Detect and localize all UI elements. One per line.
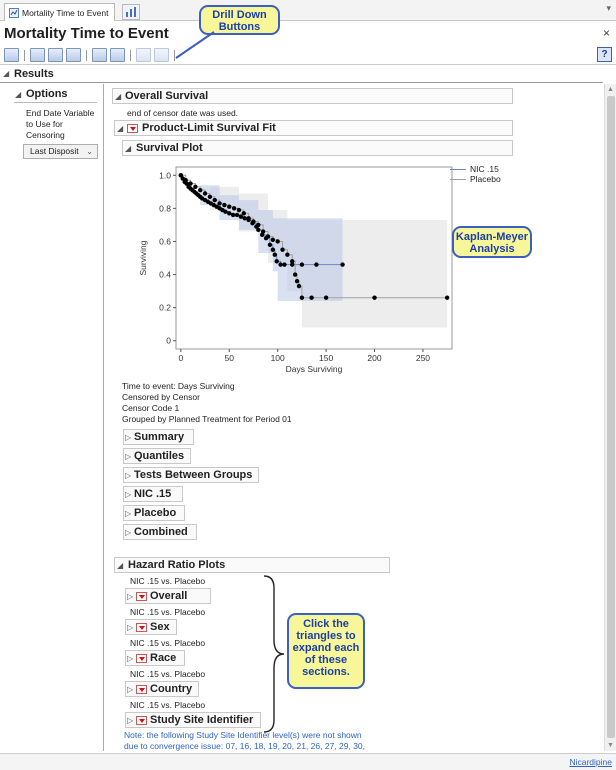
triangles-callout: Click the triangles to expand each of these sections.: [287, 613, 365, 689]
censor-point-nic: [282, 262, 286, 266]
x-tick-label: 100: [270, 353, 285, 363]
time-to-event-text: Time to event: Days Surviving: [122, 381, 235, 391]
red-menu-triangle-icon[interactable]: [136, 654, 147, 663]
censor-point-placebo: [256, 223, 260, 227]
censor-point-nic: [231, 213, 235, 217]
hazard-item-label: Race: [150, 652, 177, 664]
censor-point-nic: [227, 211, 231, 215]
legend-label-placebo: Placebo: [470, 174, 501, 184]
section-label: Quantiles: [134, 450, 185, 462]
title-bar: [0, 22, 616, 44]
hazard-country[interactable]: [125, 681, 199, 697]
section-quantiles[interactable]: [123, 448, 191, 464]
drill-button-4[interactable]: [66, 48, 81, 62]
compare-label: NIC .15 vs. Placebo: [130, 607, 206, 617]
status-bar: [0, 753, 616, 770]
section-combined[interactable]: [123, 524, 197, 540]
drill-button-7[interactable]: [136, 48, 151, 62]
close-icon[interactable]: ×: [602, 26, 610, 40]
callout-pointer: [170, 30, 220, 62]
hazard-item-label: Overall: [150, 590, 188, 602]
censor-point-placebo: [232, 206, 236, 210]
censor-point-nic: [340, 262, 344, 266]
bar-chart-icon: [123, 5, 139, 19]
hazard-item-label: Sex: [150, 621, 170, 633]
expand-triangle-icon[interactable]: ▷: [127, 716, 134, 725]
censor-point-placebo: [297, 284, 301, 288]
legend-item-nic: [450, 164, 520, 174]
options-label: Options: [26, 88, 68, 100]
expand-triangle-icon[interactable]: ▷: [125, 509, 132, 518]
legend-item-placebo: [450, 174, 520, 184]
censor-point-nic: [239, 214, 243, 218]
censor-point-placebo: [300, 296, 304, 300]
y-tick-label: 0.6: [159, 236, 171, 247]
section-label: Combined: [134, 526, 188, 538]
drill-button-1[interactable]: [4, 48, 19, 62]
hazard-item-label: Study Site Identifier: [150, 714, 254, 726]
y-tick-label: 0.4: [159, 269, 171, 280]
censor-point-nic: [256, 228, 260, 232]
compare-label: NIC .15 vs. Placebo: [130, 700, 206, 710]
hazard-race[interactable]: [125, 650, 185, 666]
censor-code-text: Censor Code 1: [122, 403, 180, 413]
red-menu-triangle-icon[interactable]: [127, 124, 138, 133]
tab-graph-builder[interactable]: [122, 4, 140, 20]
drill-down-callout: Drill Down Buttons: [199, 5, 280, 35]
drill-button-8[interactable]: [154, 48, 169, 62]
expand-triangle-icon[interactable]: ▷: [125, 433, 132, 442]
survival-fit-label: Product-Limit Survival Fit: [142, 122, 276, 134]
censor-point-nic: [275, 259, 279, 263]
x-tick-label: 50: [224, 353, 234, 363]
censor-point-placebo: [188, 181, 192, 185]
censor-point-placebo: [285, 252, 289, 256]
drill-button-3[interactable]: [48, 48, 63, 62]
censor-point-placebo: [324, 296, 328, 300]
censor-point-nic: [223, 209, 227, 213]
censor-point-nic: [235, 213, 239, 217]
tab-label: Mortality Time to Event: [22, 7, 109, 18]
censor-point-placebo: [266, 234, 270, 238]
grouped-by-text: Grouped by Planned Treatment for Period 01: [122, 414, 292, 424]
censor-note-text: end of censor date was used.: [127, 108, 239, 118]
chart-legend: [450, 164, 520, 184]
expand-triangle-icon[interactable]: ▷: [127, 654, 134, 663]
y-axis-label: Surviving: [138, 240, 148, 276]
y-tick-label: 0: [166, 335, 171, 346]
end-date-dropdown[interactable]: [23, 144, 98, 159]
scroll-up-icon[interactable]: ▲: [607, 86, 614, 93]
censor-point-placebo: [222, 203, 226, 207]
censor-point-placebo: [242, 211, 246, 215]
legend-swatch-placebo: [450, 179, 466, 180]
window-menu-icon[interactable]: ▾: [606, 3, 611, 13]
expand-triangle-icon[interactable]: ▷: [127, 685, 134, 694]
censor-point-placebo: [372, 296, 376, 300]
page-title: Mortality Time to Event: [4, 25, 169, 42]
censor-point-placebo: [217, 201, 221, 205]
drill-button-2[interactable]: [30, 48, 45, 62]
red-menu-triangle-icon[interactable]: [136, 716, 147, 725]
censor-point-placebo: [290, 259, 294, 263]
collapse-triangle-icon[interactable]: ◢: [115, 92, 122, 101]
x-tick-label: 150: [319, 353, 334, 363]
censor-point-nic: [300, 262, 304, 266]
legend-swatch-nic: [450, 169, 466, 170]
toolbar-divider: [130, 50, 131, 61]
censored-by-text: Censored by Censor: [122, 392, 200, 402]
hazard-ratio-header[interactable]: [114, 557, 390, 573]
overall-survival-header[interactable]: [112, 88, 513, 104]
censor-point-placebo: [280, 248, 284, 252]
vertical-scrollbar[interactable]: [604, 84, 616, 751]
tab-mortality[interactable]: [4, 3, 115, 21]
censor-point-placebo: [445, 296, 449, 300]
red-menu-triangle-icon[interactable]: [136, 685, 147, 694]
survival-plot-label: Survival Plot: [136, 142, 203, 154]
censor-point-placebo: [179, 173, 183, 177]
section-placebo[interactable]: [123, 505, 185, 521]
censor-point-nic: [314, 262, 318, 266]
censor-point-nic: [271, 248, 275, 252]
censor-point-nic: [278, 262, 282, 266]
convergence-note: Note: the following Study Site Identifier level(s) were not shown due to convergence issue: 07, 16, 18, 19, 20, 21, 26, 27, 29, 30,: [124, 730, 366, 751]
drill-button-5[interactable]: [92, 48, 107, 62]
censor-point-placebo: [198, 188, 202, 192]
scrollbar-thumb[interactable]: [607, 96, 615, 738]
expand-triangle-icon[interactable]: ▷: [125, 490, 132, 499]
x-axis-label: Days Surviving: [285, 364, 343, 374]
censor-point-placebo: [295, 279, 299, 283]
overall-survival-label: Overall Survival: [125, 90, 209, 102]
brace-graphic: [262, 574, 288, 736]
compare-label: NIC .15 vs. Placebo: [130, 669, 206, 679]
x-tick-label: 200: [367, 353, 382, 363]
section-tests-between-groups[interactable]: [123, 467, 259, 483]
x-tick-label: 0: [178, 353, 184, 363]
censor-point-placebo: [193, 185, 197, 189]
collapse-triangle-icon[interactable]: ◢: [3, 69, 10, 78]
toolbar-divider: [24, 50, 25, 61]
drill-button-6[interactable]: [110, 48, 125, 62]
section-nic[interactable]: [123, 486, 183, 502]
censor-point-placebo: [275, 239, 279, 243]
results-label: Results: [14, 68, 54, 80]
section-label: Summary: [134, 431, 185, 443]
censor-point-placebo: [203, 191, 207, 195]
expand-triangle-icon[interactable]: ▷: [125, 471, 132, 480]
x-tick-label: 250: [415, 353, 431, 363]
censor-point-placebo: [227, 205, 231, 209]
censoring-option-label: End Date Variable to Use for Censoring: [26, 108, 95, 140]
section-label: Tests Between Groups: [134, 469, 253, 481]
hazard-sex[interactable]: [125, 619, 177, 635]
results-header[interactable]: [0, 66, 603, 83]
censor-point-placebo: [271, 238, 275, 242]
expand-triangle-icon[interactable]: ▷: [125, 528, 132, 537]
censor-point-placebo: [246, 216, 250, 220]
hazard-overall[interactable]: [125, 588, 211, 604]
legend-label-nic: NIC .15: [470, 164, 499, 174]
censor-point-placebo: [208, 195, 212, 199]
censor-point-placebo: [293, 272, 297, 276]
censor-point-placebo: [261, 229, 265, 233]
censor-point-nic: [268, 243, 272, 247]
section-label: NIC .15: [134, 488, 172, 500]
section-label: Placebo: [134, 507, 177, 519]
section-summary[interactable]: [123, 429, 194, 445]
red-menu-triangle-icon[interactable]: [136, 592, 147, 601]
survival-plot-header[interactable]: [122, 140, 513, 156]
collapse-triangle-icon[interactable]: ◢: [125, 144, 132, 153]
censor-point-nic: [273, 252, 277, 256]
collapse-triangle-icon[interactable]: ◢: [117, 561, 124, 570]
red-menu-triangle-icon[interactable]: [136, 623, 147, 632]
options-header[interactable]: [14, 88, 97, 103]
scroll-down-icon[interactable]: ▼: [607, 742, 614, 749]
expand-triangle-icon[interactable]: ▷: [127, 623, 134, 632]
expand-triangle-icon[interactable]: ▷: [127, 592, 134, 601]
censor-point-nic: [243, 216, 247, 220]
compare-label: NIC .15 vs. Placebo: [130, 638, 206, 648]
tab-bar: [0, 0, 616, 21]
help-button[interactable]: ?: [597, 47, 612, 62]
kaplan-meyer-callout: Kaplan-Meyer Analysis: [452, 226, 532, 258]
hazard-study-site[interactable]: [125, 712, 261, 728]
censor-point-placebo: [251, 219, 255, 223]
options-pane: [0, 84, 104, 751]
toolbar-divider: [86, 50, 87, 61]
censor-point-placebo: [237, 208, 241, 212]
censor-point-placebo: [183, 178, 187, 182]
y-tick-label: 0.8: [159, 203, 171, 214]
y-tick-label: 1.0: [159, 170, 171, 181]
y-tick-label: 0.2: [159, 302, 171, 313]
survival-fit-header[interactable]: [114, 120, 513, 136]
hazard-item-label: Country: [150, 683, 193, 695]
hazard-ratio-label: Hazard Ratio Plots: [128, 559, 226, 571]
survival-plot-chart: [126, 160, 456, 378]
dropdown-value: Last Disposit: [30, 146, 79, 156]
report-icon: [9, 8, 19, 18]
expand-triangle-icon[interactable]: ▷: [125, 452, 132, 461]
censor-point-placebo: [213, 198, 217, 202]
compare-label: NIC .15 vs. Placebo: [130, 576, 206, 586]
collapse-triangle-icon[interactable]: ◢: [117, 124, 124, 133]
collapse-triangle-icon[interactable]: ◢: [15, 90, 22, 99]
chevron-down-icon: ⌄: [86, 147, 93, 156]
censor-point-placebo: [309, 296, 313, 300]
drill-down-toolbar: [0, 45, 616, 65]
data-table-link[interactable]: Nicardipine: [569, 757, 612, 767]
